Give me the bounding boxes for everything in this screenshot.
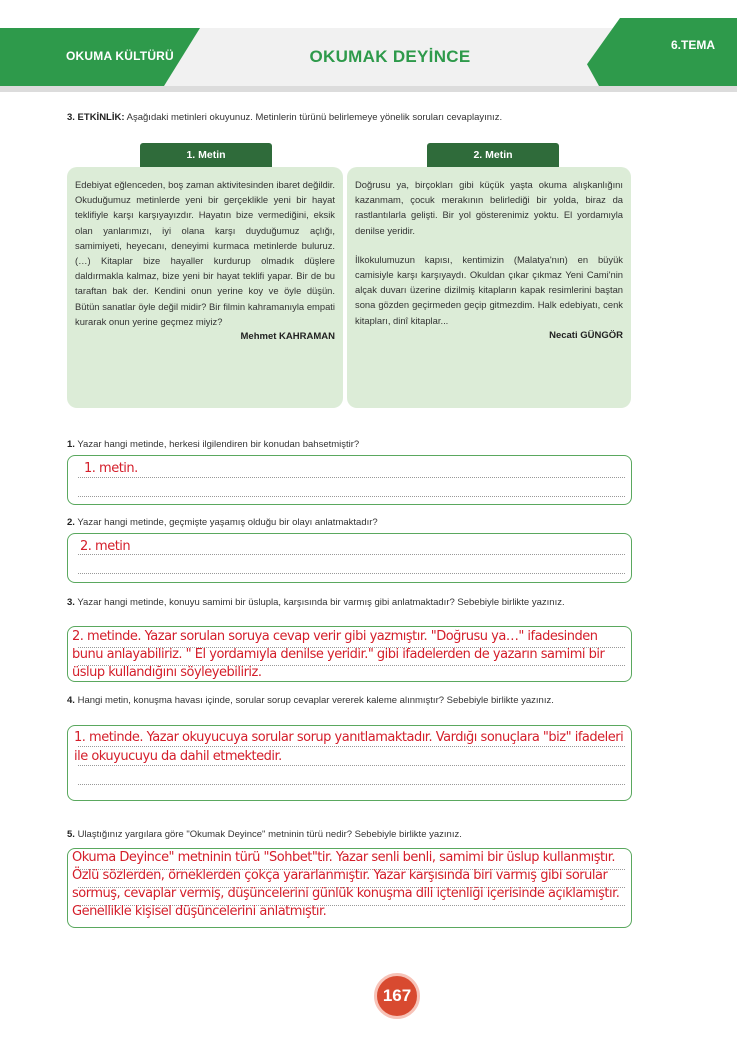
page-number: 167 <box>374 973 420 1019</box>
answer-text-3: 2. metinde. Yazar sorulan soruya cevap verir gibi yazmıştır. "Doğrusu ya…" ifadesinden bunu anlayabiliriz. " El yordamıyla denilse yeridir." gibi ifadelerden de yazarın samimi bir üslup kullandığını söyleyebiliriz. <box>72 629 605 680</box>
activity-label: 3. ETKİNLİK: <box>67 112 125 123</box>
question-4 <box>67 694 632 708</box>
answer-line <box>78 496 625 497</box>
question-text: Yazar hangi metinde, geçmişte yaşamış olduğu bir olayı anlatmaktadır? <box>77 517 378 528</box>
activity-text: Aşağıdaki metinleri okuyunuz. Metinlerin türünü belirlemeye yönelik soruları cevaplayınız. <box>126 112 503 123</box>
question-number: 3. <box>67 597 75 608</box>
section-title: OKUMA KÜLTÜRÜ <box>66 49 174 63</box>
question-2 <box>67 516 632 530</box>
page-header <box>0 28 737 92</box>
answer-text-4: 1. metinde. Yazar okuyucuya sorular sorup yanıtlamaktadır. Vardığı sonuçlara "biz" ifadeleri ile okuyucuyu da dahil etmektedir. <box>74 730 624 764</box>
question-number: 4. <box>67 695 75 706</box>
question-1 <box>67 438 632 452</box>
question-number: 1. <box>67 439 75 450</box>
activity-instruction <box>67 112 502 123</box>
text1-body: Edebiyat eğlenceden, boş zaman aktivitesinden ibaret değildir. Okuduğumuz metinlerde yeni bir gerçeklikle yeni bir hayat teklifiyle karşı karşıyayızdır. Hayatın bize vermediğini, eksik olan yanlarımızı, iyi olana karşı duyduğumuz açlığı, samimiyeti, heyecanı, deneyimi kurmaca metinlerde buluruz. (…) Kitaplar bize hayaller kurdurup olmadık düşlere daldırmakla kalmaz, bize yeni bir hayat teklifi yapar. Bir de bu taraftan bak der. Kendini onun yerine koy ve öyle düşün. Bütün sanatlar öyle değil midir? Bir filmin kahramanıyla empati kurarak onun yerine geçmez miyiz? <box>75 179 335 327</box>
answer-box-1[interactable] <box>67 455 632 505</box>
page-title: OKUMAK DEYİNCE <box>309 47 471 66</box>
question-number: 5. <box>67 829 75 840</box>
page-title-wrap <box>180 28 600 86</box>
text2-body1: Doğrusu ya, birçokları gibi küçük yaşta okuma alışkanlığını kazanmam, çocuk merakının belirlediği bir yolda, biraz da rastlantılarla gelişti. Bir yol gösterenimiz yoktu. El yordamıyla denilse yeridir. <box>355 179 623 236</box>
question-text: Yazar hangi metinde, herkesi ilgilendiren bir konudan bahsetmiştir? <box>77 439 360 450</box>
answer-box-4[interactable] <box>67 725 632 801</box>
text1-card <box>67 167 343 408</box>
answer-text-5: Okuma Deyince" metninin türü "Sohbet"tir. Yazar senli benli, samimi bir üslup kullanmıştır. Özlü sözlerden, örneklerden çokça yararlanmıştır. Yazar karşısında biri varmış gibi sorular sormuş, cevaplar vermiş, düşüncelerini günlük konuşma dili içtenliği içerisinde açıklamıştır. Genellikle kişisel düşüncelerini anlatmıştır. <box>72 850 620 919</box>
theme-label: 6.TEMA <box>670 38 715 52</box>
answer-text-1: 1. metin. <box>84 461 138 476</box>
question-text: Yazar hangi metinde, konuyu samimi bir üslupla, karşısında bir varmış gibi anlatmaktadır? Sebebiyle birlikte yazınız. <box>77 597 565 608</box>
answer-line <box>78 573 625 574</box>
question-text: Hangi metin, konuşma havası içinde, sorular sorup cevaplar vererek kaleme alınmıştır? Sebebiyle birlikte yazınız. <box>77 695 554 706</box>
text2-tab: 2. Metin <box>427 143 559 167</box>
answer-box-5[interactable] <box>67 848 632 928</box>
text1-author: Mehmet KAHRAMAN <box>240 331 335 343</box>
text1-tab: 1. Metin <box>140 143 272 167</box>
paragraph-gap <box>355 238 623 252</box>
text2-body2: İlkokulumuzun kapısı, kentimizin (Malatya'nın) en büyük camisiyle karşı karşıyaydı. Okuldan çıkar çıkmaz Yeni Cami'nin alçak duvarı üzerine dizilmiş kitapların kapak resimlerini baştan sona gözden geçirmeden geçip gitmezdim. Halk edebiyatı, cenk kitapları, dinî kitaplar... <box>355 253 623 326</box>
answer-box-3[interactable] <box>67 626 632 682</box>
question-5 <box>67 828 632 842</box>
answer-box-2[interactable] <box>67 533 632 583</box>
text2-author: Necati GÜNGÖR <box>549 329 623 341</box>
question-text: Ulaştığınız yargılara göre "Okumak Deyince" metninin türü nedir? Sebebiyle birlikte yazınız. <box>77 829 462 840</box>
question-3 <box>67 596 632 610</box>
question-number: 2. <box>67 517 75 528</box>
answer-text-2: 2. metin <box>80 539 131 554</box>
answer-line <box>78 784 625 785</box>
text2-card <box>347 167 631 408</box>
